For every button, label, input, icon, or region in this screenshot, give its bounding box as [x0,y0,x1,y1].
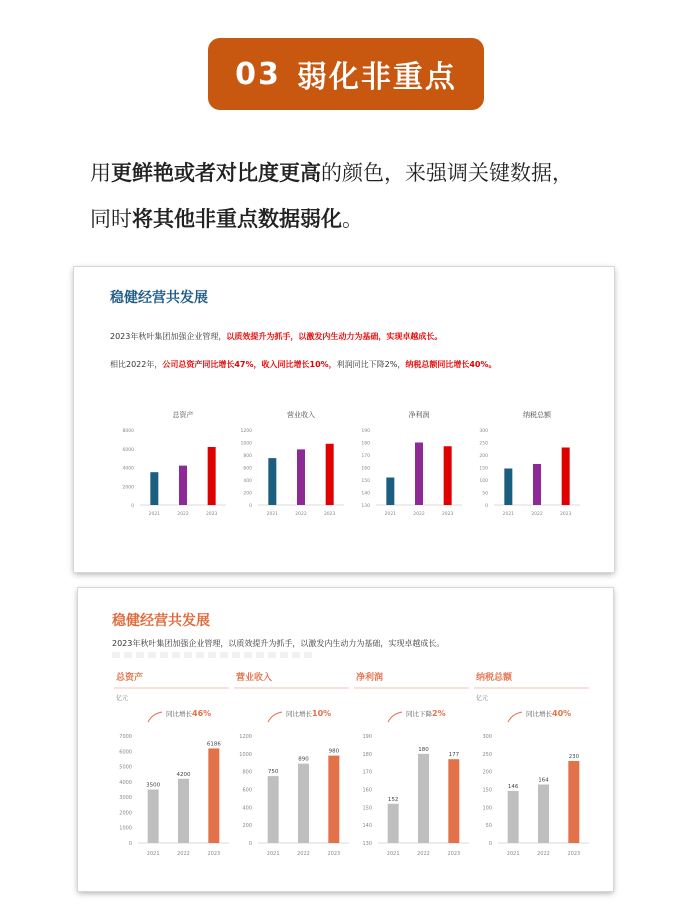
x-tick-label: 2021 [384,512,397,517]
summary-highlight: 纳税总额同比增长40%。 [405,360,497,369]
slide-title: 稳健经营共发展 [112,613,210,629]
y-tick-label: 140 [362,823,372,830]
chart-0 [114,671,229,857]
x-tick-label: 2023 [441,512,454,517]
bar-2022 [533,464,541,505]
section-badge [208,38,484,110]
intro-text-plain: 。 [342,207,363,231]
bar-2021 [268,776,279,843]
y-tick-label: 250 [482,751,492,758]
data-label: 164 [538,777,549,784]
bar-2023 [448,759,459,843]
bar-2023 [444,446,452,505]
bar-2021 [150,472,158,505]
change-annotation: 同比增长46% [166,709,212,718]
x-tick-label: 2023 [323,512,336,517]
bar-2022 [298,764,309,843]
data-label: 980 [328,748,340,755]
intro-text-plain: 的颜色，来强调关键数据， [321,161,573,185]
change-annotation: 同比增长40% [526,709,572,718]
intro-text-bold: 更鲜艳或者对比度更高 [111,161,321,185]
y-tick-label: 1000 [239,751,252,758]
data-label: 6186 [206,741,221,748]
x-tick-label: 2022 [417,851,430,857]
y-tick-label: 600 [243,466,252,472]
y-tick-label: 4000 [122,466,134,472]
trend-arrow-icon [388,712,402,722]
chart-title: 净利润 [356,673,384,683]
x-tick-label: 2021 [502,512,515,517]
chart-1 [241,410,344,517]
x-tick-label: 2022 [297,851,310,857]
y-tick-label: 130 [361,504,370,509]
y-tick-label: 0 [488,841,492,847]
bar-2023 [328,756,339,843]
charts-after [78,588,613,891]
y-tick-label: 6000 [122,447,134,453]
data-label: 230 [568,753,580,760]
x-tick-label: 2023 [207,851,221,857]
x-tick-label: 2022 [295,512,307,517]
change-annotation: 同比下降2% [406,709,446,718]
chart-2 [361,410,462,517]
y-tick-label: 100 [482,805,492,812]
y-tick-label: 800 [242,769,252,776]
x-tick-label: 2022 [531,512,543,517]
bar-2022 [418,754,429,843]
y-tick-label: 5000 [119,764,132,771]
y-tick-label: 50 [482,491,488,497]
y-tick-label: 1200 [240,429,252,434]
data-label: 146 [507,783,519,790]
y-tick-label: 200 [479,454,488,459]
section-title: 弱化非重点 [296,60,457,95]
chart-0 [123,410,226,517]
y-tick-label: 1200 [239,734,252,740]
y-tick-label: 400 [242,805,252,812]
change-annotation: 同比增长10% [286,709,332,718]
x-tick-label: 2023 [567,851,581,857]
charts-before [74,267,614,572]
data-label: 4200 [176,771,191,778]
y-tick-label: 6000 [119,749,132,756]
slide-title: 稳健经营共发展 [110,290,208,306]
y-tick-label: 150 [361,479,370,484]
bar-2023 [208,748,219,843]
bar-2022 [178,779,189,843]
intro-text-plain: 同时 [90,207,132,231]
y-tick-label: 200 [242,823,252,830]
slide-summary-line: 2023年秋叶集团加强企业管理，以质效提升为抓手，以激发内生动力为基础，实现卓越成长。 [112,639,445,648]
y-tick-label: 400 [243,479,252,484]
y-tick-label: 150 [482,787,492,794]
y-tick-label: 130 [362,841,372,847]
y-tick-label: 190 [361,429,370,434]
y-tick-label: 180 [362,751,372,758]
y-tick-label: 160 [361,466,370,472]
intro-line-1 [90,150,650,196]
bar-2021 [148,790,159,844]
chart-3 [479,410,580,517]
data-label: 180 [418,746,429,753]
x-tick-label: 2022 [537,851,550,857]
bar-2023 [562,448,570,506]
slide-before [74,267,614,572]
x-tick-label: 2021 [266,512,279,517]
bar-2021 [268,458,276,505]
bar-2022 [538,785,549,843]
bar-2021 [388,804,399,843]
section-number: 03 [235,56,281,92]
data-label: 177 [448,752,460,759]
y-tick-label: 200 [243,491,252,497]
chart-title: 净利润 [408,411,430,419]
summary-highlight: 以质效提升为抓手，以激发内生动力为基础，实现卓越成长。 [226,332,443,341]
y-tick-label: 1000 [240,441,252,447]
x-tick-label: 2023 [205,512,218,517]
y-tick-label: 7000 [119,734,132,740]
chart-unit: 亿元 [476,695,489,702]
y-tick-label: 160 [362,787,372,794]
y-tick-label: 140 [361,491,370,497]
chart-title: 总资产 [172,411,194,419]
y-tick-label: 8000 [122,429,134,434]
x-tick-label: 2021 [148,512,161,517]
chart-1 [234,671,349,857]
data-label: 3500 [146,782,161,789]
x-tick-label: 2021 [146,851,160,857]
y-tick-label: 0 [249,504,252,509]
summary-text: 利润同比下降2%， [336,360,406,369]
bar-2021 [508,791,519,843]
x-tick-label: 2023 [447,851,461,857]
y-tick-label: 170 [361,454,370,459]
y-tick-label: 3000 [119,795,132,802]
y-tick-label: 300 [482,734,492,740]
chart-2 [354,671,469,857]
y-tick-label: 170 [362,769,372,776]
y-tick-label: 200 [482,769,492,776]
bar-2023 [326,444,334,505]
y-tick-label: 0 [131,504,134,509]
slide-after [78,588,613,891]
chart-title: 营业收入 [287,411,315,419]
summary-text: 2023年秋叶集团加强企业管理， [110,332,227,341]
bar-2022 [179,466,187,505]
y-tick-label: 100 [479,479,488,484]
y-tick-label: 150 [362,805,372,812]
y-tick-label: 190 [362,734,372,740]
y-tick-label: 2000 [122,485,134,491]
x-tick-label: 2021 [266,851,280,857]
trend-arrow-icon [148,712,162,722]
data-label: 750 [267,769,279,776]
y-tick-label: 2000 [119,810,132,817]
summary-text: 相比2022年， [110,360,163,369]
bar-2021 [504,469,512,506]
y-tick-label: 4000 [119,779,132,786]
x-tick-label: 2022 [413,512,425,517]
x-tick-label: 2023 [327,851,341,857]
bar-2023 [208,447,216,505]
x-tick-label: 2021 [386,851,400,857]
chart-title: 纳税总额 [523,411,551,419]
data-label: 152 [387,796,399,803]
y-tick-label: 300 [479,429,488,434]
x-tick-label: 2021 [506,851,520,857]
y-tick-label: 1000 [119,825,132,832]
chart-title: 营业收入 [236,673,273,683]
bar-2021 [386,478,394,506]
trend-arrow-icon [268,712,282,722]
chart-title: 纳税总额 [476,673,513,683]
y-tick-label: 600 [242,787,252,794]
intro-text [90,150,650,242]
intro-text-plain: 用 [90,161,111,185]
y-tick-label: 150 [479,466,488,472]
trend-arrow-icon [508,712,522,722]
y-tick-label: 0 [485,504,488,509]
x-tick-label: 2022 [177,512,189,517]
chart-title: 总资产 [116,673,144,683]
intro-line-2 [90,196,650,242]
intro-text-bold: 将其他非重点数据弱化 [132,207,342,231]
y-tick-label: 180 [361,441,370,447]
chart-unit: 亿元 [116,695,129,702]
summary-highlight: 公司总资产同比增长47%，收入同比增长10%， [162,360,337,369]
bar-2022 [415,443,423,506]
y-tick-label: 0 [248,841,252,847]
y-tick-label: 800 [243,454,252,459]
data-label: 890 [298,756,309,763]
y-tick-label: 250 [479,441,488,447]
x-tick-label: 2023 [559,512,572,517]
x-tick-label: 2022 [177,851,190,857]
chart-3 [474,671,589,857]
bar-2022 [297,449,305,505]
y-tick-label: 0 [128,841,132,847]
bar-2023 [568,761,579,843]
y-tick-label: 50 [485,823,492,830]
